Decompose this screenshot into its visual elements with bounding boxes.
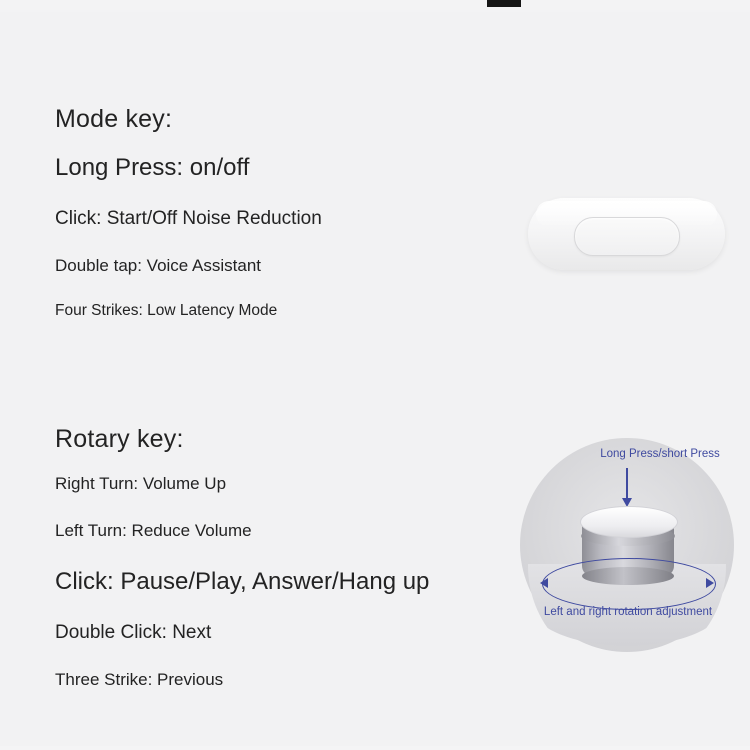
top-black-bar-fragment	[487, 0, 521, 7]
rotary-key-line-double-click: Double Click: Next	[55, 621, 212, 643]
rotary-key-line-right-turn: Right Turn: Volume Up	[55, 474, 227, 493]
rotation-ring-icon	[542, 558, 716, 610]
rotation-arrow-right-icon	[706, 578, 714, 588]
rotary-caption-top: Long Press/short Press	[600, 448, 720, 460]
top-white-strip	[0, 0, 750, 12]
rotary-key-section	[55, 425, 525, 716]
bottom-strip	[0, 746, 750, 750]
rotary-key-heading: Rotary key:	[55, 425, 184, 453]
mode-key-line-long-press: Long Press: on/off	[55, 154, 250, 181]
rotation-arrow-left-icon	[540, 578, 548, 588]
mode-key-section	[55, 105, 525, 320]
rotary-caption-bottom: Left and right rotation adjustment	[543, 606, 713, 618]
mode-button-image	[528, 198, 725, 270]
mode-key-line-double-tap: Double tap: Voice Assistant	[55, 256, 262, 275]
rotary-key-line-click: Click: Pause/Play, Answer/Hang up	[55, 567, 430, 595]
mode-key-line-click: Click: Start/Off Noise Reduction	[55, 208, 322, 229]
rotary-key-line-left-turn: Left Turn: Reduce Volume	[55, 521, 252, 540]
mode-key-line-four-strikes: Four Strikes: Low Latency Mode	[55, 302, 278, 319]
mode-button-pill	[574, 217, 680, 256]
rotary-key-line-three-strike: Three Strike: Previous	[55, 669, 224, 689]
rotary-key-diagram	[520, 438, 734, 686]
press-arrow-icon	[626, 468, 628, 500]
knob-top-cap	[580, 506, 678, 538]
mode-key-heading: Mode key:	[55, 105, 173, 133]
top-strip-inner	[0, 0, 750, 12]
